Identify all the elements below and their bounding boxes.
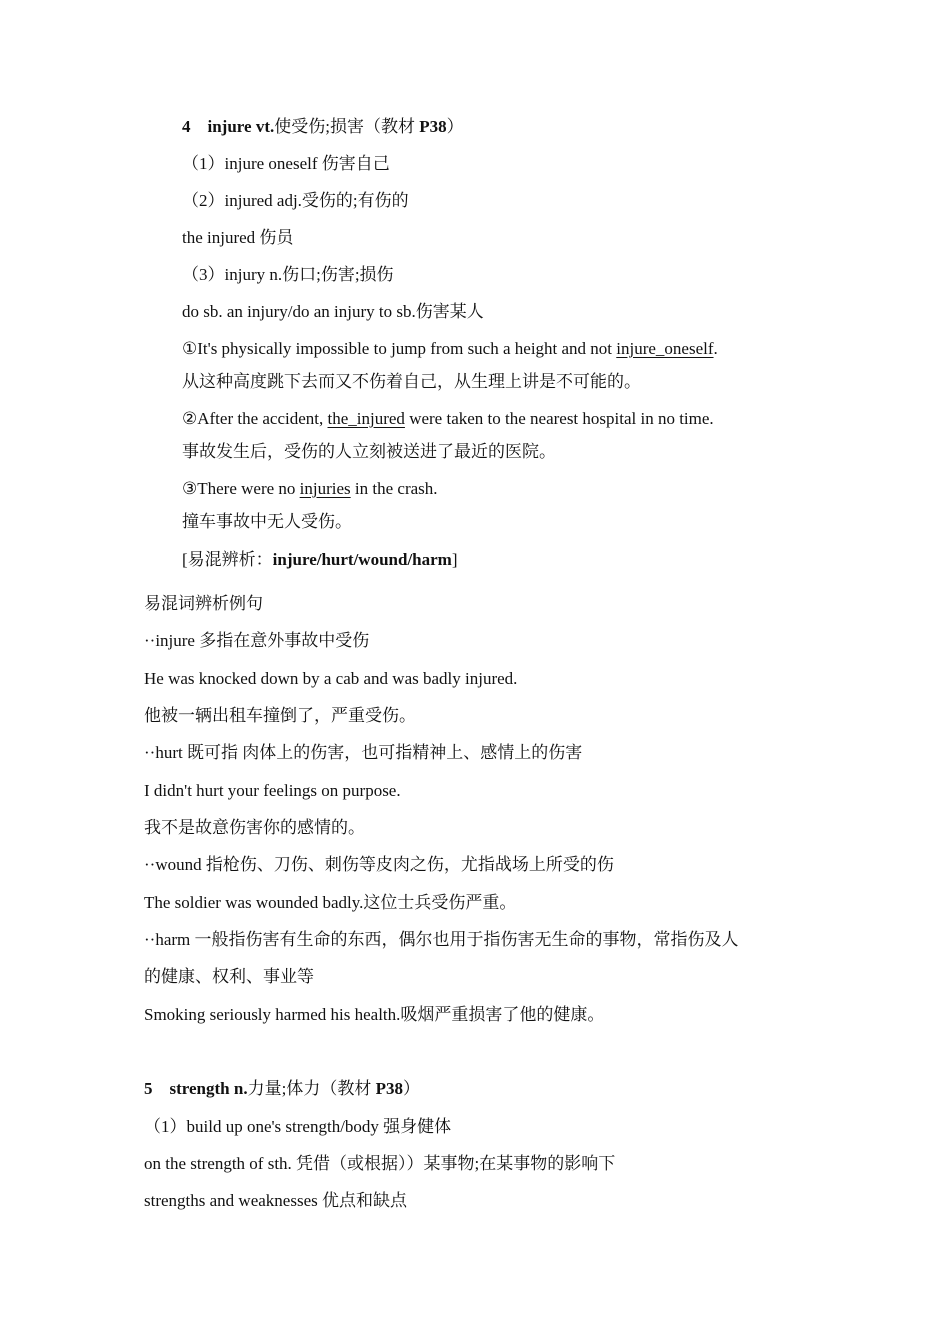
section-5-heading bbox=[144, 1078, 420, 1100]
example-sentence bbox=[182, 408, 714, 430]
example-text-end: in the crash. bbox=[350, 479, 438, 498]
answer-blank: the_injured bbox=[327, 409, 405, 428]
section-4-heading bbox=[182, 116, 464, 138]
section-number: 4 bbox=[182, 117, 191, 136]
example-translation: 事故发生后，受伤的人立刻被送进了最近的医院。 bbox=[182, 442, 556, 461]
example-text-end: . bbox=[713, 339, 718, 358]
example-text: ③There were no bbox=[182, 479, 300, 498]
example-text-end: were taken to the nearest hospital in no time. bbox=[404, 409, 714, 428]
heading-close: ） bbox=[446, 117, 464, 136]
example-sentence bbox=[182, 478, 438, 500]
textbook-ref: P38 bbox=[375, 1079, 403, 1098]
comparison-line: The soldier was wounded badly.这位士兵受伤严重。 bbox=[144, 893, 517, 912]
example-translation: 撞车事故中无人受伤。 bbox=[182, 512, 352, 531]
headword-meaning: 力量; bbox=[247, 1079, 287, 1098]
comparison-line: ··harm 一般指伤害有生命的东西，偶尔也用于指伤害无生命的事物，常指伤及人 bbox=[144, 930, 739, 949]
phrase-line: （1）build up one's strength/body 强身健体 bbox=[144, 1117, 452, 1136]
answer-blank: injuries bbox=[299, 479, 351, 498]
headword-meaning-2: 损害（教材 bbox=[329, 117, 420, 136]
confusion-close: ] bbox=[451, 550, 458, 569]
phrase-line: do sb. an injury/do an injury to sb.伤害某人 bbox=[182, 302, 484, 321]
phrase-line: （1）injure oneself 伤害自己 bbox=[182, 154, 390, 173]
phrase-line: （3）injury n.伤口;伤害;损伤 bbox=[182, 265, 394, 284]
example-translation: 从这种高度跳下去而又不伤着自己，从生理上讲是不可能的。 bbox=[182, 372, 641, 391]
example-text: ②After the accident, bbox=[182, 409, 328, 428]
heading-close: ） bbox=[402, 1079, 420, 1098]
comparison-line: ··wound 指枪伤、刀伤、刺伤等皮肉之伤，尤指战场上所受的伤 bbox=[144, 855, 614, 874]
phrase-line: strengths and weaknesses 优点和缺点 bbox=[144, 1191, 407, 1210]
confusion-heading bbox=[182, 549, 458, 571]
section-number: 5 bbox=[144, 1079, 153, 1098]
confusion-words: injure/hurt/wound/harm bbox=[272, 550, 452, 569]
headword: injure vt. bbox=[207, 117, 275, 136]
example-text: ①It's physically impossible to jump from such a height and not bbox=[182, 339, 617, 358]
answer-blank: injure_oneself bbox=[616, 339, 714, 358]
textbook-ref: P38 bbox=[419, 117, 447, 136]
headword: strength n. bbox=[169, 1079, 248, 1098]
comparison-line: Smoking seriously harmed his health.吸烟严重损害了他的健康。 bbox=[144, 1005, 605, 1024]
comparison-line: ··hurt 既可指 肉体上的伤害，也可指精神上、感情上的伤害 bbox=[144, 743, 583, 762]
confusion-label: [易混辨析： bbox=[182, 550, 273, 569]
comparison-line: ··injure 多指在意外事故中受伤 bbox=[144, 631, 370, 650]
comparison-title: 易混词辨析例句 bbox=[144, 594, 263, 613]
comparison-line: I didn't hurt your feelings on purpose. bbox=[144, 781, 401, 800]
phrase-line: the injured 伤员 bbox=[182, 228, 294, 247]
comparison-line: 我不是故意伤害你的感情的。 bbox=[144, 818, 365, 837]
comparison-line: He was knocked down by a cab and was badly injured. bbox=[144, 669, 518, 688]
headword-meaning: 使受伤; bbox=[274, 117, 330, 136]
headword-meaning-2: 体力（教材 bbox=[286, 1079, 376, 1098]
comparison-line: 的健康、权利、事业等 bbox=[144, 967, 314, 986]
phrase-line: （2）injured adj.受伤的;有伤的 bbox=[182, 191, 409, 210]
example-sentence bbox=[182, 338, 718, 360]
comparison-line: 他被一辆出租车撞倒了，严重受伤。 bbox=[144, 706, 416, 725]
phrase-line: on the strength of sth. 凭借（或根据））某事物;在某事物的影响下 bbox=[144, 1154, 616, 1173]
